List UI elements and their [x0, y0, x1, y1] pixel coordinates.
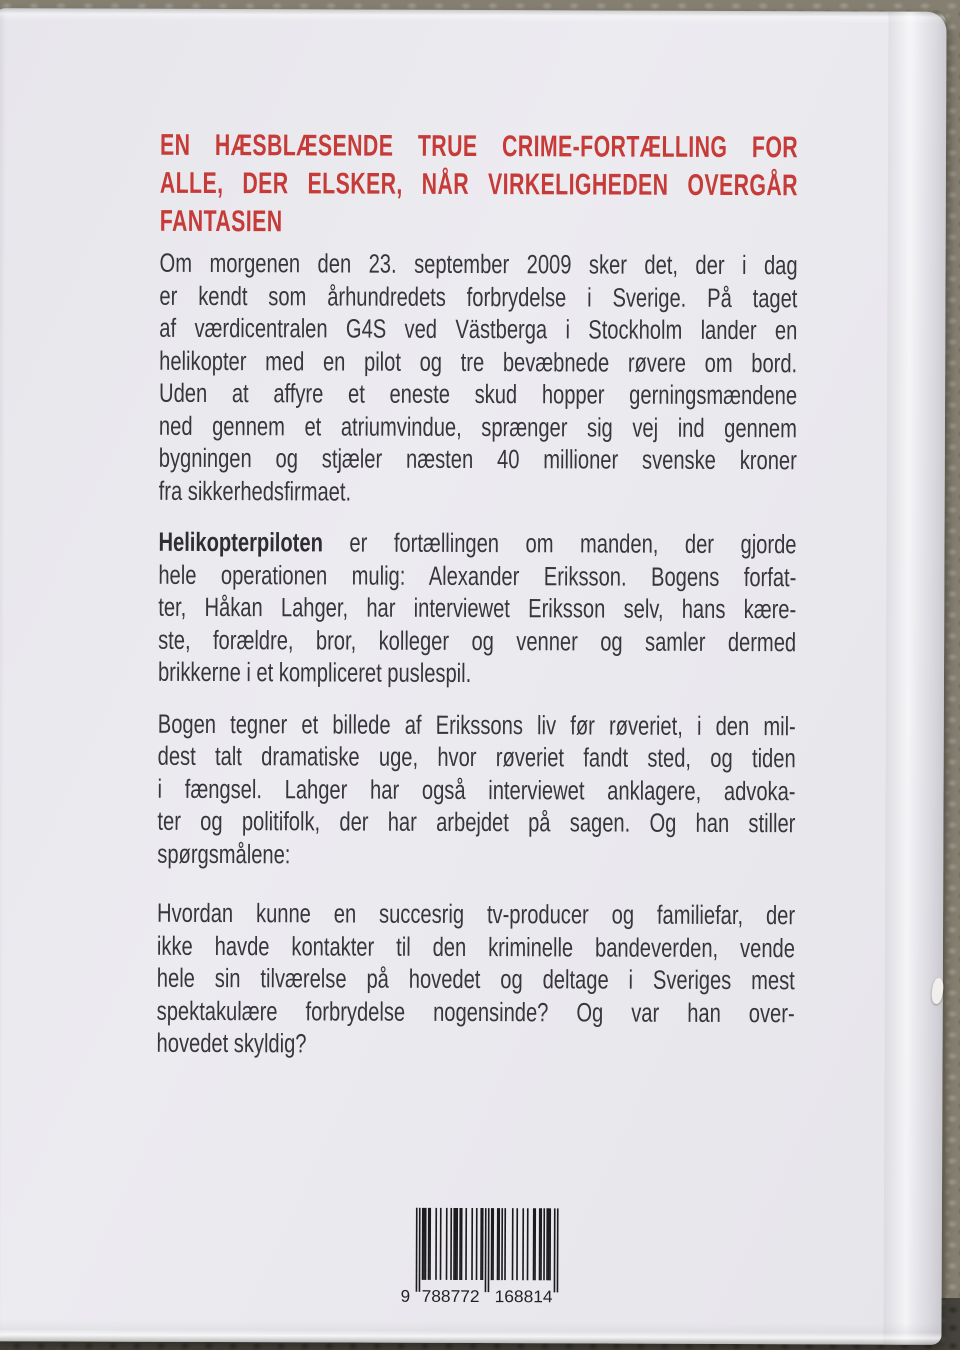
text-line: Hvordan kunne en succesrig tv-producer og familiefar, der: [157, 897, 796, 931]
cover-right-crease: [883, 12, 946, 1345]
barcode-digit-first: 9: [400, 1286, 411, 1306]
text-line: af værdicentralen G4S ved Västberga i Stockholm lander en: [159, 312, 798, 346]
text-line: EN HÆSBLÆSENDE TRUE CRIME-FORTÆLLING FOR: [159, 128, 799, 165]
cover-bottom-edge: [0, 1319, 942, 1345]
barcode-svg: [400, 1208, 560, 1305]
text-line: hele operationen mulig: Alexander Eriksson. Bogens forfat-: [158, 559, 797, 592]
text-line: FANTASIEN: [159, 204, 283, 239]
book-back-cover: [0, 8, 947, 1345]
text-line: ste, forældre, bror, kolleger og venner og samler dermed: [158, 624, 797, 657]
text-line: ALLE, DER ELSKER, NÅR VIRKELIGHEDEN OVERGÅR: [159, 166, 799, 203]
isbn-barcode: [400, 1208, 560, 1305]
body-paragraph-3: [157, 707, 796, 872]
barcode-bars: [416, 1208, 559, 1293]
text-line: ter, Håkan Lahger, har interviewet Eriksson selv, hans kære-: [158, 591, 797, 625]
text-line: ter og politifolk, der har arbejdet på sagen. Og han stiller: [157, 805, 796, 839]
barcode-digits-left: 788772: [421, 1286, 479, 1307]
text-line: ned gennem et atriumvindue, sprænger sig vej ind gennem: [158, 410, 797, 443]
text-line: Bogen tegner et billede af Erikssons liv før røveriet, i den mil-: [157, 708, 796, 741]
body-paragraph-1: [159, 247, 798, 509]
text-line: fra sikkerhedsfirmaet.: [158, 475, 352, 507]
text-line: dest talt dramatiske uge, hvor røveriet fandt sted, og tiden: [157, 740, 796, 774]
text-line: spektakulære forbrydelse nogensinde? Og var han over-: [156, 995, 795, 1028]
barcode-digits-right: 168814: [494, 1287, 552, 1307]
back-cover-tagline: [160, 127, 799, 243]
text-line: brikkerne i et kompliceret puslespil.: [157, 656, 472, 689]
text-line: er kendt som århundredets forbrydelse i Sverige. På taget: [159, 280, 798, 313]
text-line: i fængsel. Lahger har også interviewet anklagere, advoka-: [157, 773, 796, 806]
body-paragraph-2: [158, 526, 797, 691]
text-line: Uden at affyre et eneste skud hopper gerningsmændene: [159, 377, 798, 411]
text-line: helikopter med en pilot og tre bevæbnede røvere om bord.: [159, 345, 798, 378]
cover-left-edge-shadow: [0, 8, 7, 1341]
text-line: ikke havde kontakter til den kriminelle bandeverden, vende: [156, 930, 795, 963]
body-paragraph-4: [157, 897, 796, 1062]
text-line: hovedet skyldig?: [156, 1027, 307, 1059]
text-line: spørgsmålene:: [157, 838, 291, 869]
back-cover-text: [156, 247, 797, 1081]
text-line: hele sin tilværelse på hovedet og deltage i Sveriges mest: [156, 962, 795, 996]
text-line: Helikopterpiloten er fortællingen om manden, der gjorde: [158, 526, 797, 560]
text-line: bygningen og stjæler næsten 40 millioner svenske kroner: [158, 442, 797, 476]
cover-top-edge-highlight: [0, 8, 947, 24]
text-line: Om morgenen den 23. september 2009 sker det, der i dag: [159, 247, 798, 281]
